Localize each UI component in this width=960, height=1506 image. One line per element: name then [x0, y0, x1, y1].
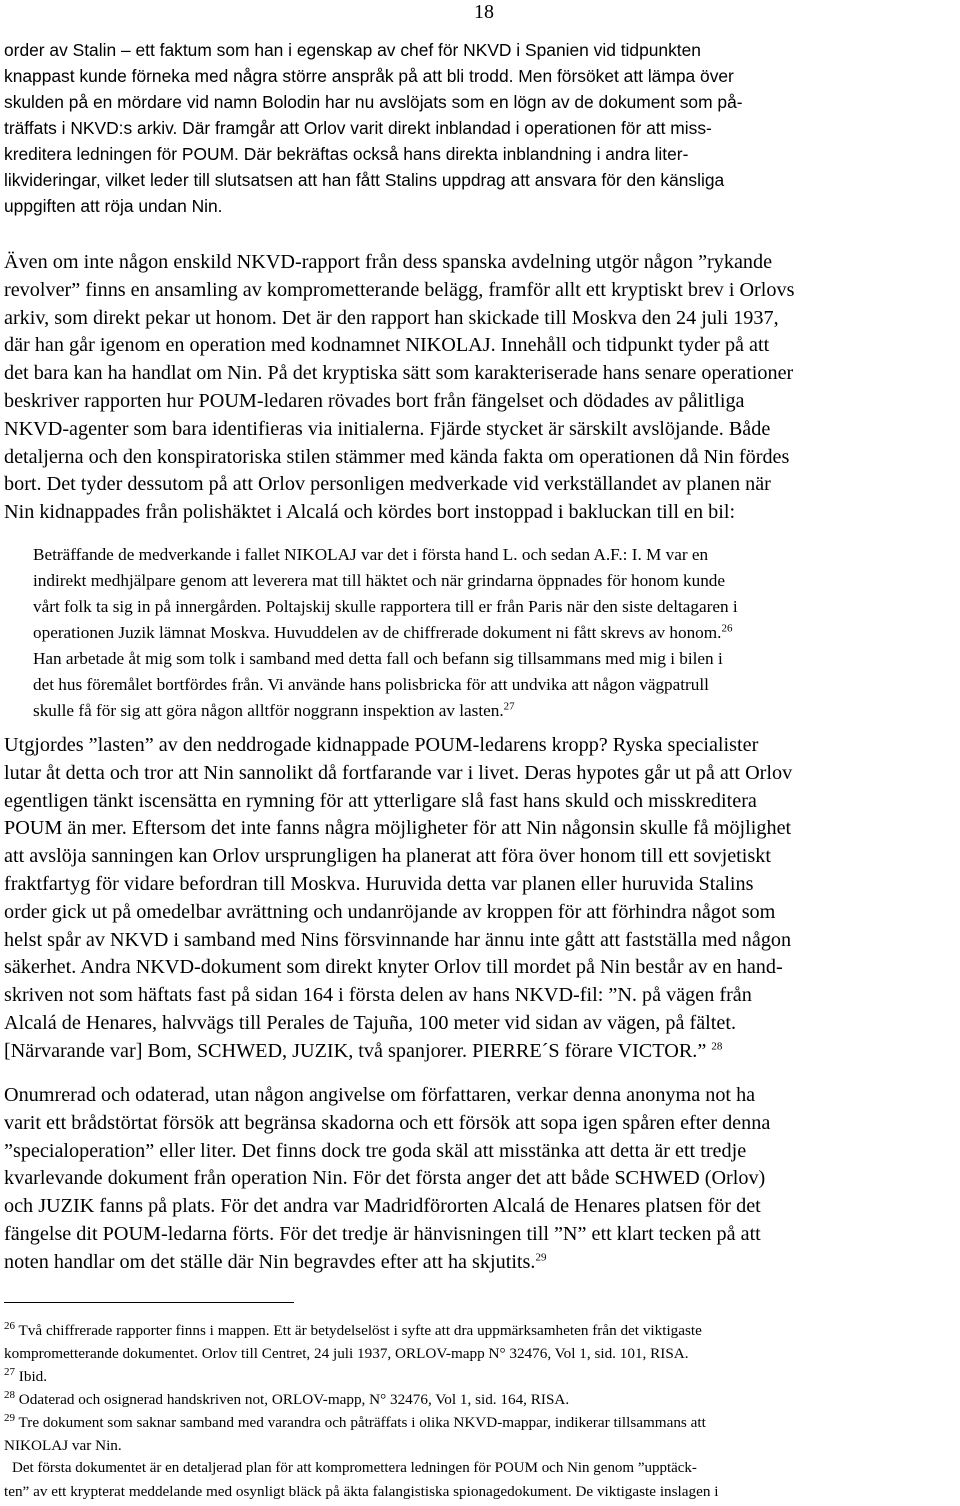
block-quote: [33, 542, 955, 724]
quote-line: Han arbetade åt mig som tolk i samband med detta fall och befann sig tillsammans med mig i bilen i: [33, 649, 723, 668]
quote-line: vårt folk ta sig in på innergården. Poltajskij skulle rapportera till er från Paris när den siste deltagaren i: [33, 597, 738, 616]
footnote-line: NIKOLAJ var Nin.: [4, 1437, 122, 1454]
footnote-text: Tre dokument som saknar samband med varandra och påträffats i olika NKVD-mappar, indikerar tillsammans att: [18, 1414, 706, 1431]
footnotes: [4, 1319, 956, 1503]
paragraph-line: kvarlevande dokument från operation Nin. För det första anger det att både SCHWED (Orlov): [4, 1167, 766, 1190]
quote-line: indirekt medhjälpare genom att leverera mat till häktet och när grindarna öppnades för honom kunde: [33, 571, 726, 590]
footnote-number: 26: [4, 1319, 15, 1332]
footnote-number: 29: [4, 1411, 15, 1424]
paragraph-line: säkerhet. Andra NKVD-dokument som direkt knyter Orlov till mordet på Nin består av en hand-: [4, 956, 783, 979]
paragraph-line: där han går igenom en operation med kodnamnet NIKOLAJ. Innehåll och tidpunkt tyder på att: [4, 334, 770, 357]
paragraph-line: order av Stalin – ett faktum som han i egenskap av chef för NKVD i Spanien vid tidpunkten: [4, 40, 701, 60]
paragraph-line: helst spår av NKVD i samband med Nins försvinnande har ännu inte gått att fastställa med någon: [4, 928, 792, 951]
page-number: 18: [474, 1, 494, 23]
paragraph-line: Utgjordes ”lasten” av den neddrogade kidnappade POUM-ledarens kropp? Ryska specialister: [4, 734, 759, 756]
footnote-separator: [4, 1302, 294, 1303]
paragraph-line: order gick ut på omedelbar avrättning och undanröjande av kroppen för att förhindra något som: [4, 900, 776, 923]
paragraph-line: uppgiften att röja undan Nin.: [4, 196, 223, 216]
paragraph-line: Nin kidnappades från polishäktet i Alcalá och kördes bort instoppad i bakluckan till en bil:: [4, 501, 736, 524]
footnote-ref-26[interactable]: 26: [721, 622, 733, 635]
paragraph-4: [4, 1082, 956, 1277]
paragraph-line: lutar åt detta och tror att Nin sannolikt då fortfarande var i livet. Deras hypotes går ut på att Orlov: [4, 761, 793, 784]
paragraph-line: att avslöja sanningen kan Orlov ursprungligen ha planerat att föra över honom till ett sovjetiskt: [4, 845, 771, 868]
paragraph-line: skulden på en mördare vid namn Bolodin har nu avslöjats som en lögn av de dokument som på-: [4, 92, 743, 112]
footnote-line: Det första dokumentet är en detaljerad plan för att kompromettera ledningen för POUM och Nin genom ”upptäck-: [12, 1460, 697, 1476]
footnote-ref-29[interactable]: 29: [535, 1251, 547, 1264]
footnote-text: Två chiffrerade rapporter finns i mappen. Ett är betydelselöst i syfte att dra uppmärksamheten från det viktigaste: [18, 1322, 702, 1339]
paragraph-line: [4, 1249, 956, 1277]
footnote-29: [4, 1411, 956, 1434]
paragraph-line: träffats i NKVD:s arkiv. Där framgår att Orlov varit direkt inblandad i operationen för att miss-: [4, 118, 712, 138]
quote-line: [33, 620, 955, 646]
quote-line: Beträffande de medverkande i fallet NIKOLAJ var det i första hand L. och sedan A.F.: I. M var en: [33, 545, 709, 564]
paragraph-line: POUM än mer. Eftersom det inte fanns några möjligheter för att Nin någonsin skulle få möjlighet: [4, 817, 792, 840]
paragraph-line: ”specialoperation” eller liter. Det finns dock tre goda skäl att misstänka att detta är ett tredje: [4, 1139, 747, 1162]
footnote-26: [4, 1319, 956, 1342]
footnote-number: 27: [4, 1365, 15, 1378]
footnote-line: komprometterande dokumentet. Orlov till Centret, 24 juli 1937, ORLOV-mapp N° 32476, Vol 1, sid. 101, RISA.: [4, 1345, 689, 1362]
paragraph-3: [4, 732, 956, 1066]
paragraph-line: det bara kan ha handlat om Nin. På det kryptiska sätt som karakteriserade hans senare operationer: [4, 362, 794, 385]
paragraph-line: kreditera ledningen för POUM. Där bekräftas också hans direkta inblandning i andra liter-: [4, 144, 689, 164]
quote-line: det hus föremålet bortfördes från. Vi använde hans polisbricka för att undvika att någon vägpatrull: [33, 675, 709, 694]
footnote-number: 28: [4, 1388, 15, 1401]
footnote-line: ten” av ett krypterat meddelande med osynligt bläck på äkta falangistiska spionagedokument. De viktigaste inslagen i: [4, 1483, 719, 1500]
paragraph-line: Även om inte någon enskild NKVD-rapport från dess spanska avdelning utgör någon ”rykande: [4, 251, 773, 273]
quote-text: operationen Juzik lämnat Moskva. Huvuddelen av de chiffrerade dokument ni fått skrevs av honom.: [33, 623, 722, 642]
paragraph-text: [Närvarande var] Bom, SCHWED, JUZIK, två spanjorer. PIERRE´S förare VICTOR.”: [4, 1039, 707, 1062]
paragraph-line: varit ett brådstörtat försök att begränsa skadorna och ett försök att sopa igen spåren efter denna: [4, 1111, 771, 1134]
paragraph-line: Onumrerad och odaterad, utan någon angivelse om författaren, verkar denna anonyma not ha: [4, 1084, 756, 1106]
paragraph-line: egentligen tänkt iscensätta en rymning för att ytterligare slå fast hans skuld och misskreditera: [4, 789, 757, 812]
paragraph-line: fraktfartyg för vidare befordran till Moskva. Huruvida detta var planen eller huruvida Stalins: [4, 872, 754, 895]
paragraph-line: bort. Det tyder dessutom på att Orlov personligen medverkade vid verkställandet av planen när: [4, 473, 771, 496]
paragraph-line: Alcalá de Henares, halvvägs till Perales de Tajuña, 100 meter vid sidan av vägen, på fältet.: [4, 1011, 736, 1034]
footnote-ref-27[interactable]: 27: [503, 700, 515, 713]
footnote-28: [4, 1388, 956, 1411]
paragraph-line: arkiv, som direkt pekar ut honom. Det är den rapport han skickade till Moskva den 24 juli 1937,: [4, 306, 779, 329]
footnote-text: Odaterad och osignerad handskriven not, ORLOV-mapp, N° 32476, Vol 1, sid. 164, RISA.: [18, 1391, 570, 1408]
paragraph-line: beskriver rapporten hur POUM-ledaren rövades bort från fängelset och dödades av pålitliga: [4, 389, 745, 412]
paragraph-line: revolver” finns en ansamling av komprometterande belägg, framför allt ett kryptiskt brev i Orlovs: [4, 278, 795, 301]
paragraph-line: knappast kunde förneka med några större anspråk på att bli trodd. Men försöket att lämpa över: [4, 66, 734, 86]
footnote-ref-28[interactable]: 28: [711, 1040, 723, 1053]
quote-line: [33, 698, 955, 724]
paragraph-line: detaljerna och den konspiratoriska stilen stämmer med kända fakta om operationen då Nin fördes: [4, 445, 790, 468]
paragraph-1: [4, 37, 956, 219]
paragraph-2: [4, 249, 956, 527]
footnote-27: [4, 1365, 956, 1388]
paragraph-line: likvideringar, vilket leder till slutsatsen att han fått Stalins uppdrag att ansvara för den känsliga: [4, 170, 725, 190]
paragraph-line: NKVD-agenter som bara identifieras via initialerna. Fjärde stycket är särskilt avslöjande. Både: [4, 417, 771, 440]
paragraph-line: [4, 1038, 956, 1066]
footnote-text: Ibid.: [18, 1368, 48, 1385]
paragraph-text: noten handlar om det ställe där Nin begravdes efter att ha skjutits.: [4, 1250, 536, 1273]
quote-text: skulle få för sig att göra någon alltför noggrann inspektion av lasten.: [33, 701, 504, 720]
paragraph-line: och JUZIK fanns på plats. För det andra var Madridförorten Alcalá de Henares platsen för det: [4, 1195, 761, 1218]
paragraph-line: skriven not som häftats fast på sidan 164 i första delen av hans NKVD-fil: ”N. på vägen från: [4, 984, 752, 1007]
paragraph-line: fängelse dit POUM-ledarna förts. För det tredje är hänvisningen till ”N” ett klart tecken på att: [4, 1222, 761, 1245]
